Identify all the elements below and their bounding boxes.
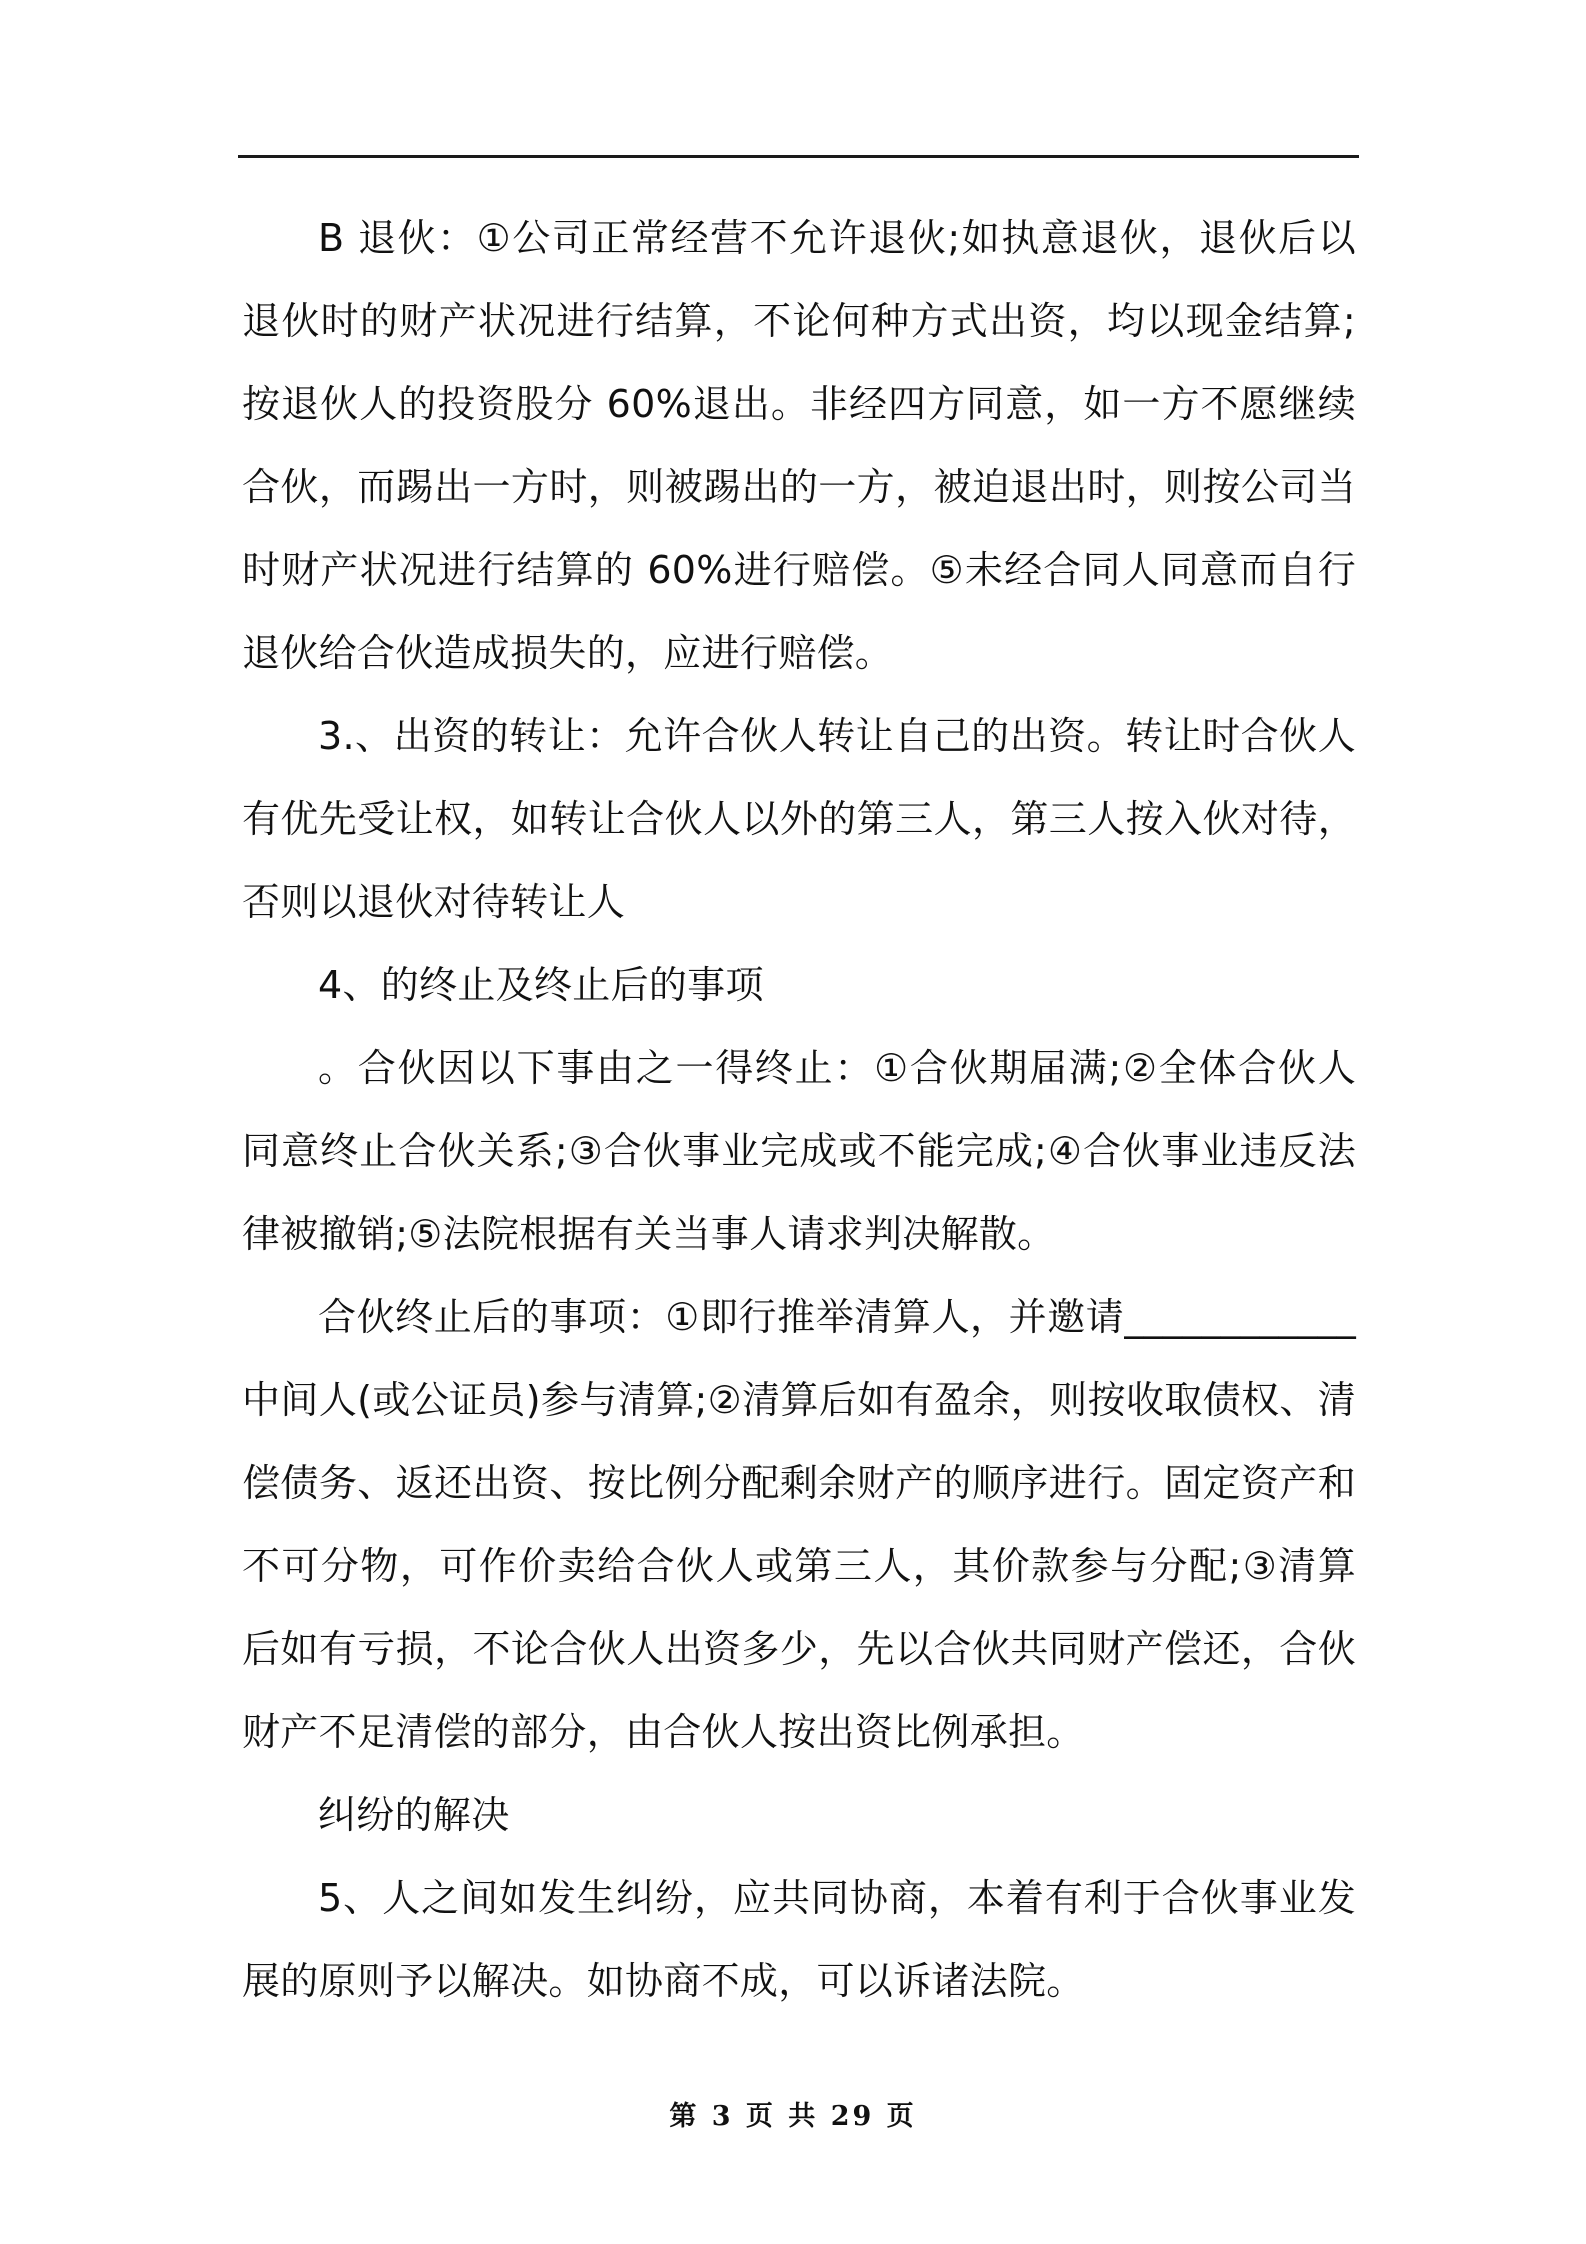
page-number: 第 3 页 共 29 页 [669,2101,917,2132]
paragraph-post-termination: 合伙终止后的事项：①即行推举清算人，并邀请____________中间人(或公证员)参与清算;②清算后如有盈余，则按收取债权、清偿债务、返还出资、按比例分配剩余财产的顺序进行。固定资产和不可分物，可作价卖给合伙人或第三人，其价款参与分配;③清算后如有亏损，不论合伙人出资多少，先以合伙共同财产偿还，合伙财产不足清偿的部分，由合伙人按出资比例承担。 [242,1295,1356,1754]
paragraph-dispute-resolution: 5、人之间如发生纠纷，应共同协商，本着有利于合伙事业发展的原则予以解决。如协商不成，可以诉诸法院。 [242,1876,1356,2003]
header-rule [238,155,1359,158]
paragraph-dispute-heading: 纠纷的解决 [318,1793,510,1837]
paragraph-termination-heading: 4、的终止及终止后的事项 [318,963,764,1007]
paragraph-capital-transfer: 3.、出资的转让：允许合伙人转让自己的出资。转让时合伙人有优先受让权，如转让合伙人以外的第三人，第三人按入伙对待，否则以退伙对待转让人 [242,714,1356,924]
document-body [242,197,1356,2023]
paragraph-termination-causes: 。合伙因以下事由之一得终止：①合伙期届满;②全体合伙人同意终止合伙关系;③合伙事业完成或不能完成;④合伙事业违反法律被撤销;⑤法院根据有关当事人请求判决解散。 [242,1046,1356,1256]
paragraph-withdrawal: B 退伙：①公司正常经营不允许退伙;如执意退伙，退伙后以退伙时的财产状况进行结算，不论何种方式出资，均以现金结算;按退伙人的投资股分 60%退出。非经四方同意，如一方不愿继续合伙，而踢出一方时，则被踢出的一方，被迫退出时，则按公司当时财产状况进行结算的 60%进行赔偿。⑤未经合同人同意而自行退伙给合伙造成损失的，应进行赔偿。 [242,216,1356,675]
